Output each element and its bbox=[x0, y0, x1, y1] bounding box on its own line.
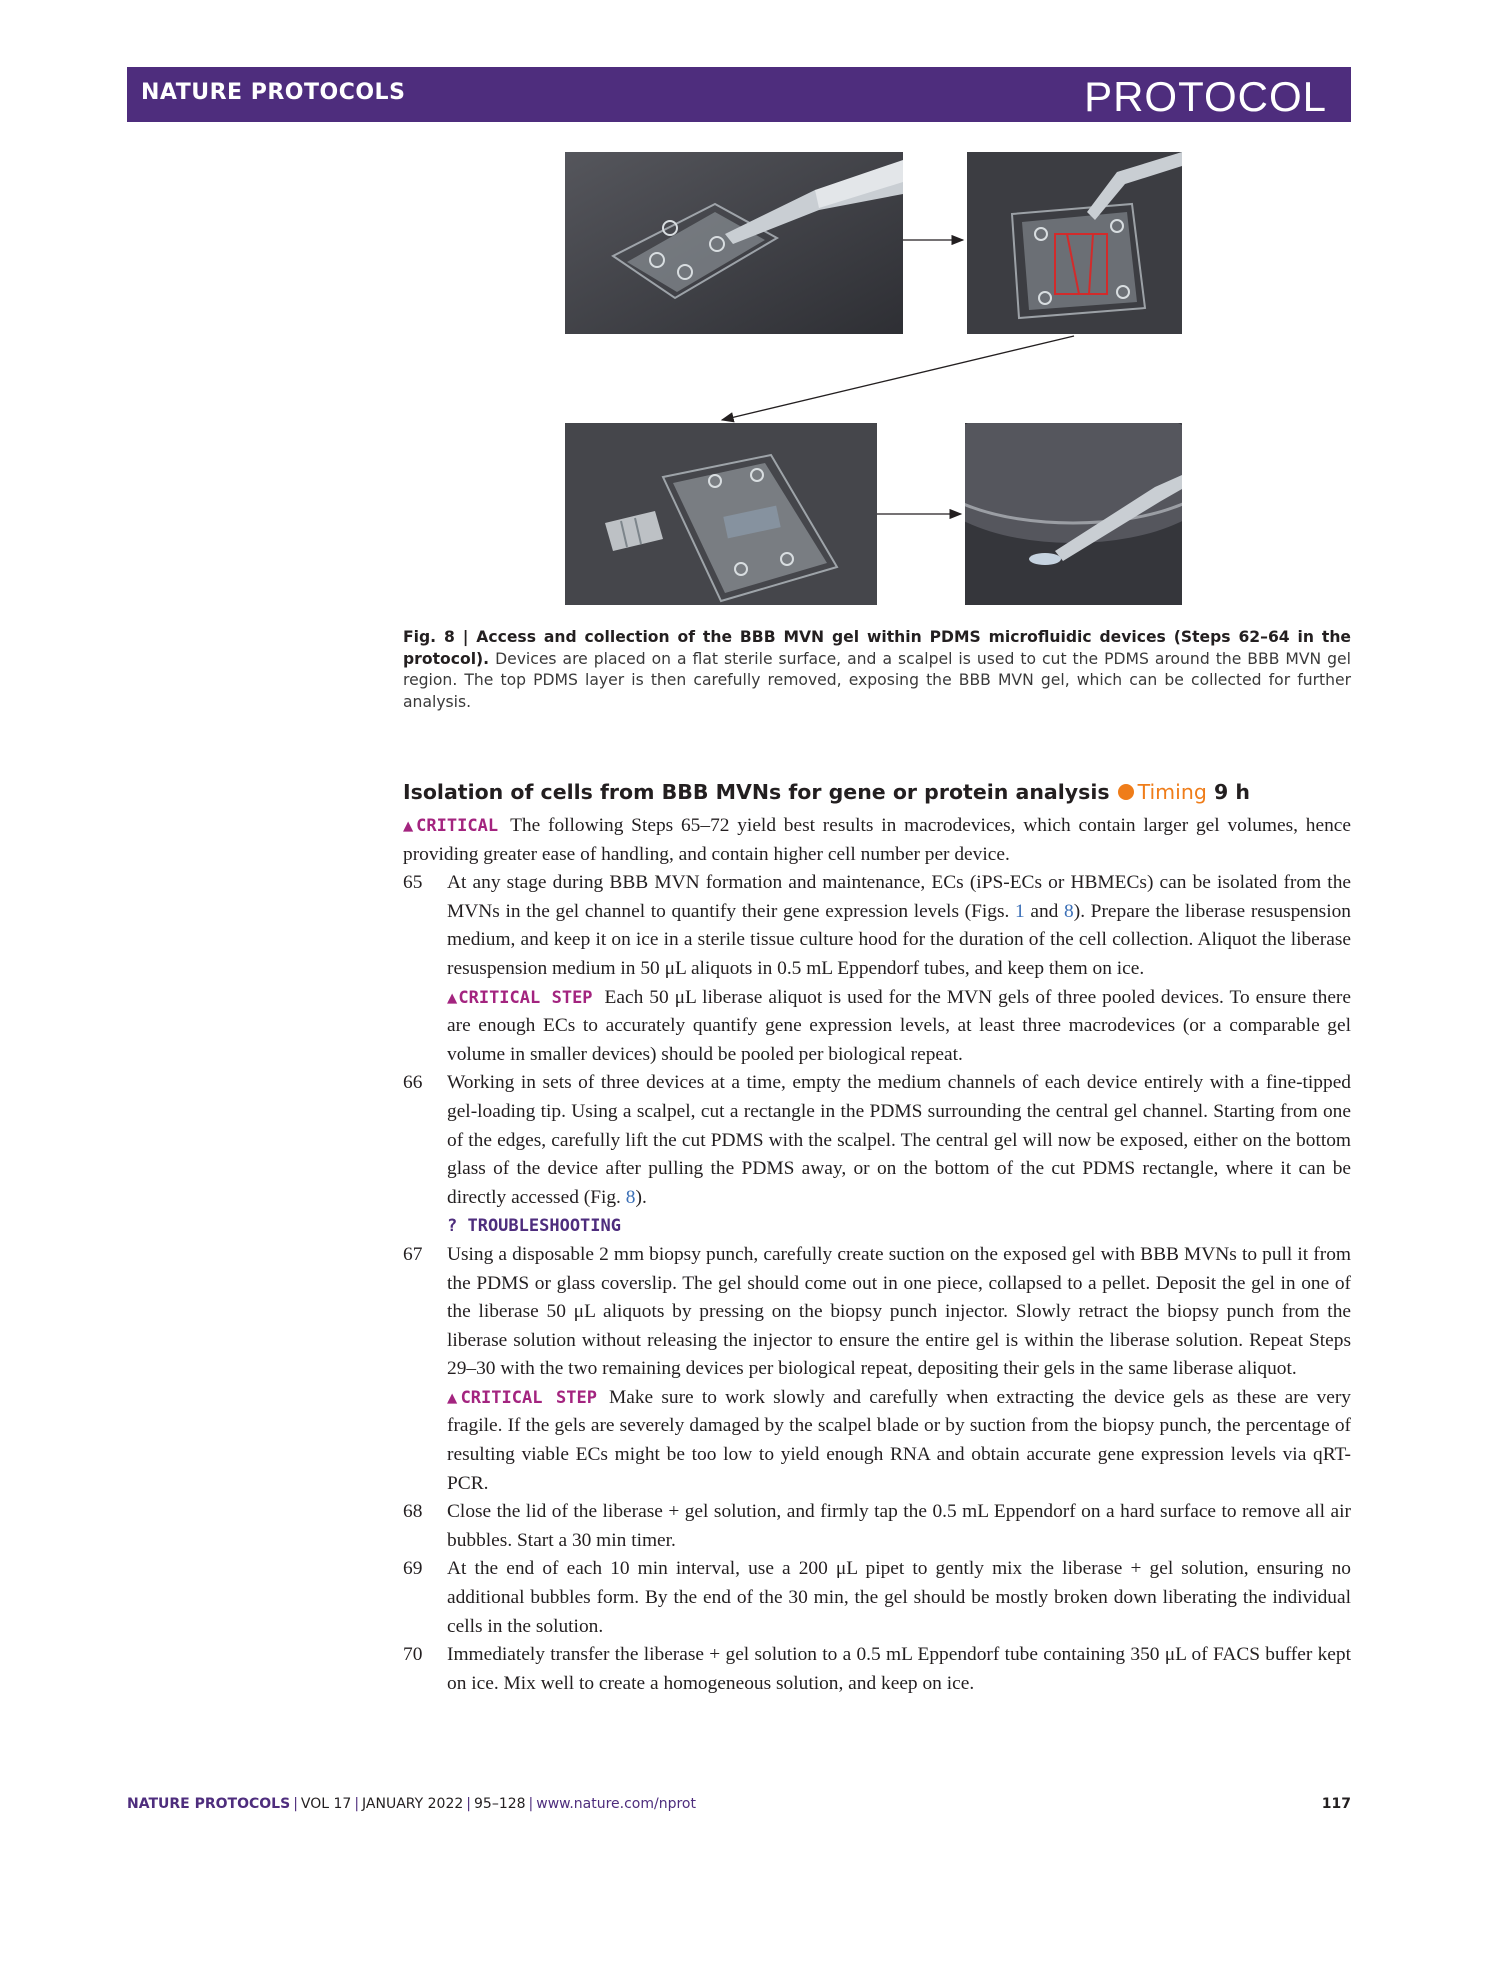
step-69-text: At the end of each 10 min interval, use a 200 μL pipet to gently mix the liberase + gel solution, ensuring no additional bubbles form. By the end of the 30 min, the gel should be mostly broken down liberating the individual cells in the solution. bbox=[447, 1558, 1351, 1637]
step-66 bbox=[403, 1069, 1351, 1241]
page-footer: NATURE PROTOCOLS | VOL 17 | JANUARY 2022 | 95–128 | www.nature.com/nprot 117 bbox=[127, 1796, 1351, 1812]
step-65-text-1: At any stage during BBB MVN formation and maintenance, ECs (iPS-ECs or HBMECs) can be isolated from the MVNs in the gel channel to quantify their gene expression levels (Figs. bbox=[447, 872, 1351, 922]
section-heading bbox=[403, 780, 1363, 804]
step-67 bbox=[403, 1241, 1351, 1498]
section-title: Isolation of cells from BBB MVNs for gene or protein analysis bbox=[403, 780, 1110, 804]
timing-icon bbox=[1118, 784, 1134, 800]
step-number: 69 bbox=[403, 1558, 423, 1580]
footer-date: JANUARY 2022 bbox=[362, 1796, 464, 1812]
footer-url-link[interactable]: www.nature.com/nprot bbox=[536, 1796, 696, 1812]
footer-journal: NATURE PROTOCOLS bbox=[127, 1796, 291, 1812]
figure-ref-link[interactable]: 8 bbox=[625, 1186, 636, 1208]
header-banner bbox=[127, 67, 1351, 122]
step-69 bbox=[403, 1555, 1351, 1641]
step-70 bbox=[403, 1641, 1351, 1698]
step-65 bbox=[403, 869, 1351, 1069]
step-65-text-3: ). Prepare the liberase resuspension medium, and keep it on ice in a sterile tissue culture hood for the duration of the cell collection. Aliquot the liberase resuspension medium in 50 μL aliquots in 0.5 mL Eppendorf tubes, and keep them on ice. bbox=[447, 900, 1351, 979]
arrow-2 bbox=[722, 336, 1074, 420]
page-number: 117 bbox=[1321, 1796, 1351, 1812]
step-number: 65 bbox=[403, 872, 423, 894]
critical-step-label: ▲CRITICAL STEP bbox=[447, 987, 593, 1008]
timing-value: 9 h bbox=[1214, 780, 1250, 804]
figure-caption bbox=[403, 627, 1351, 713]
step-67-text: Using a disposable 2 mm biopsy punch, carefully create suction on the exposed gel with BBB MVNs to pull it from the PDMS or glass coverslip. The gel should come out in one piece, collapsed to a pellet. Deposit the gel in one of the liberase 50 μL aliquots by pressing on the biopsy punch injector. Slowly retract the biopsy punch from the liberase solution without releasing the injector to ensure the entire gel is within the liberase solution. Repeat Steps 29–30 with the two remaining devices per biological repeat, depositing their gels in the same liberase aliquot. bbox=[447, 1243, 1351, 1380]
step-66-text-1: Working in sets of three devices at a time, empty the medium channels of each device entirely with a fine-tipped gel-loading tip. Using a scalpel, cut a rectangle in the PDMS surrounding the central gel channel. Starting from one of the edges, carefully lift the cut PDMS with the scalpel. The central gel will now be exposed, either on the bottom glass of the device after pulling the PDMS away, or on the bottom of the cut PDMS rectangle, where it can be directly accessed (Fig. bbox=[447, 1072, 1351, 1208]
critical-text: The following Steps 65–72 yield best results in macrodevices, which contain larger gel volumes, hence providing greater ease of handling, and contain higher cell number per device. bbox=[403, 815, 1351, 865]
step-number: 67 bbox=[403, 1243, 423, 1265]
step-68 bbox=[403, 1498, 1351, 1555]
critical-step-65 bbox=[447, 984, 1351, 1070]
figure-ref-link[interactable]: 1 bbox=[1015, 900, 1025, 922]
figure-photo-exposed-gel bbox=[965, 423, 1182, 605]
critical-step-text: Make sure to work slowly and carefully when extracting the device gels as these are very fragile. If the gels are severely damaged by the scalpel blade or by suction from the biopsy punch, the percentage of resulting viable ECs might be too low to yield enough RNA and obtain accurate gene expression levels via qRT-PCR. bbox=[447, 1386, 1351, 1494]
critical-step-label: ▲CRITICAL STEP bbox=[447, 1387, 597, 1408]
step-70-text: Immediately transfer the liberase + gel solution to a 0.5 mL Eppendorf tube containing 350 μL of FACS buffer kept on ice. Mix well to create a homogeneous solution, and keep on ice. bbox=[447, 1644, 1351, 1694]
step-66-text-2: ). bbox=[635, 1186, 647, 1208]
critical-step-text: Each 50 μL liberase aliquot is used for the MVN gels of three pooled devices. To ensure there are enough ECs to accurately quantify gene expression levels, at least three macrodevices (or a comparable gel volume in smaller devices) should be pooled per biological repeat. bbox=[447, 986, 1351, 1065]
figure-ref-link[interactable]: 8 bbox=[1064, 900, 1074, 922]
figure-photo-cut-outline bbox=[967, 152, 1182, 334]
footer-pages: 95–128 bbox=[474, 1796, 526, 1812]
critical-step-67 bbox=[447, 1384, 1351, 1498]
troubleshooting-link[interactable]: ? TROUBLESHOOTING bbox=[447, 1216, 621, 1237]
step-65-text-2: and bbox=[1030, 900, 1059, 922]
timing-label: Timing bbox=[1137, 780, 1207, 804]
figure-caption-text: Devices are placed on a flat sterile surface, and a scalpel is used to cut the PDMS around the BBB MVN gel region. The top PDMS layer is then carefully removed, exposing the BBB MVN gel, which can be collected for further analysis. bbox=[403, 649, 1351, 711]
step-number: 66 bbox=[403, 1072, 423, 1094]
figure-photo-device-scalpel bbox=[565, 152, 903, 334]
protocol-steps bbox=[403, 812, 1351, 1698]
article-type: PROTOCOL bbox=[1084, 73, 1327, 120]
critical-note bbox=[403, 812, 1351, 869]
step-number: 70 bbox=[403, 1644, 423, 1666]
step-number: 68 bbox=[403, 1501, 423, 1523]
step-68-text: Close the lid of the liberase + gel solution, and firmly tap the 0.5 mL Eppendorf on a hard surface to remove all air bubbles. Start a 30 min timer. bbox=[447, 1501, 1351, 1551]
journal-name: NATURE PROTOCOLS bbox=[141, 80, 406, 105]
figure-photo-removed-pdms bbox=[565, 423, 877, 605]
figure-caption-title: Fig. 8 | Access and collection of the BBB MVN gel within PDMS microfluidic devices (Steps 62–64 in the protocol). bbox=[403, 628, 1351, 668]
footer-volume: VOL 17 bbox=[300, 1796, 352, 1812]
critical-label: ▲CRITICAL bbox=[403, 816, 499, 836]
